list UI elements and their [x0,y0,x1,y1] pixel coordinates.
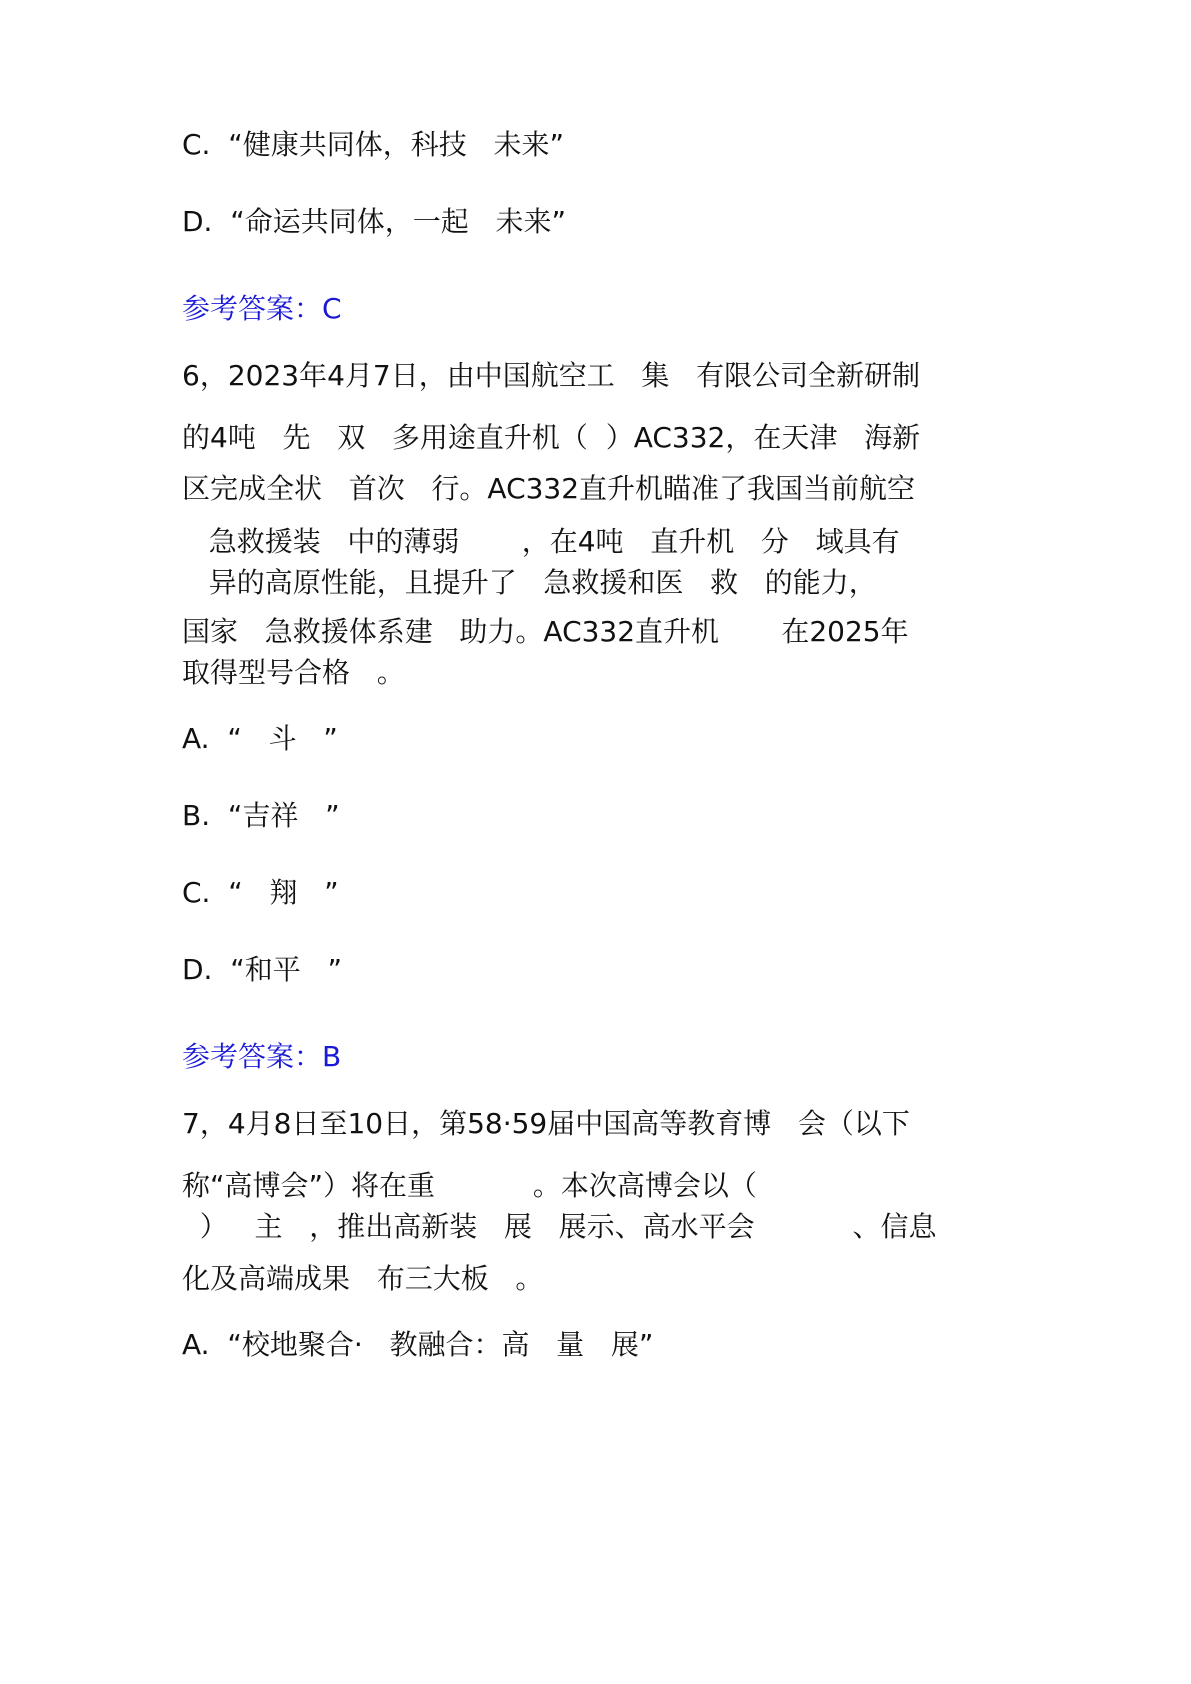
q5-answer: 参考答案：C [182,292,342,325]
q7-question-line: 7，4月8日至10日，第58·59届中国高等教育博 会（以下 [182,1107,910,1140]
q6-question-line: 取得型号合格 。 [182,656,405,689]
q7-question-line: 称“高博会”）将在重 。本次高博会以（ [182,1169,757,1202]
q6-option-a: A. “ 斗 ” [182,722,338,755]
q6-option-b: B. “吉祥 ” [182,799,340,832]
q5-option-c: C. “健康共同体，科技 未来” [182,128,564,161]
q7-option-a: A. “校地聚合· 教融合：高 量 展” [182,1328,654,1361]
q6-question-line: 异的高原性能，且提升了 急救援和医 救 的能力， [182,566,877,599]
q7-question-line: ） 主 ，推出高新装 展 展示、高水平会 、信息 [182,1210,937,1243]
q6-question-line: 6，2023年4月7日，由中国航空工 集 有限公司全新研制 [182,359,921,392]
q6-question-line: 区完成全状 首次 行。AC332直升机瞄准了我国当前航空 [182,472,916,505]
q6-question-line: 国家 急救援体系建 助力。AC332直升机 在2025年 [182,615,909,648]
q6-answer: 参考答案：B [182,1040,342,1073]
q6-option-d: D. “和平 ” [182,953,342,986]
q6-option-c: C. “ 翔 ” [182,876,339,909]
q7-question-line: 化及高端成果 布三大板 。 [182,1262,544,1295]
q6-question-line: 急救援装 中的薄弱 ，在4吨 直升机 分 域具有 [182,525,900,558]
q5-option-d: D. “命运共同体，一起 未来” [182,205,566,238]
q6-question-line: 的4吨 先 双 多用途直升机（ ）AC332，在天津 海新 [182,421,921,454]
